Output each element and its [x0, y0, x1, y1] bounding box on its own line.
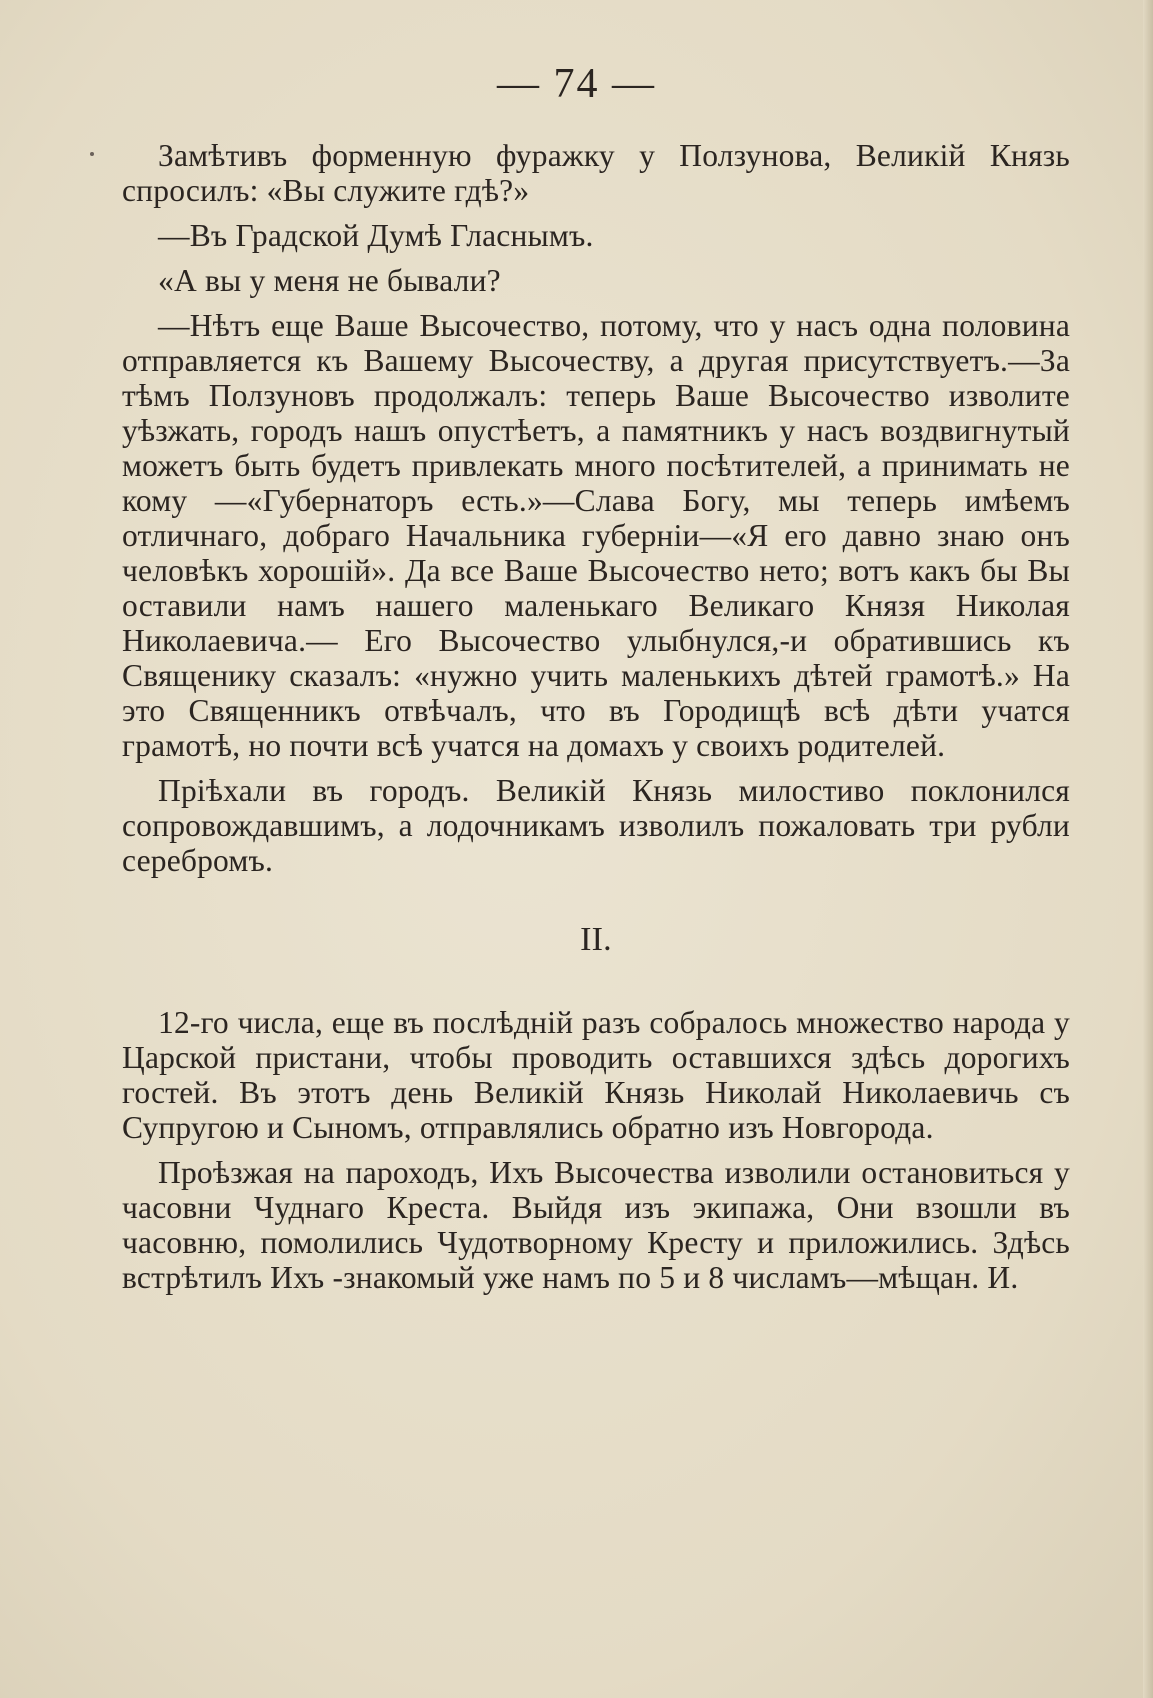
paragraph: Замѣтивъ форменную фуражку у Ползунова, Великій Князь спросилъ: «Вы служите гдѣ?»	[122, 138, 1070, 208]
section-heading: II.	[580, 921, 612, 958]
page-spine-edge	[1143, 0, 1153, 1698]
paragraph: Пріѣхали въ городъ. Великій Князь милостиво поклонился сопровождавшимъ, а лодочникамъ изволилъ пожаловать три рубли серебромъ.	[122, 773, 1070, 878]
ink-mark	[90, 152, 94, 156]
page-number: — 74 —	[497, 61, 656, 107]
paragraph: «А вы у меня не бывали?	[158, 263, 501, 298]
paragraph: —Нѣтъ еще Ваше Высочество, потому, что у насъ одна половина отправляется къ Вашему Высочеству, а другая присутствуетъ.—За тѣмъ Ползуновъ продолжалъ: теперь Ваше Высочество изволите уѣзжать, городъ нашъ опустѣетъ, а памятникъ у насъ воздвигнутый можетъ быть будетъ привлекать много посѣтителей, а принимать не кому —«Губернаторъ есть.»—Слава Богу, мы теперь имѣемъ отличнаго, добраго Начальника губерніи—«Я его давно знаю онъ человѣкъ хорошій». Да все Ваше Высочество нето; вотъ какъ бы Вы оставили намъ нашего маленькаго Великаго Князя Николая Николаевича.— Его Высочество улыбнулся,-и обратившись къ Священику сказалъ: «нужно учить маленькихъ дѣтей грамотѣ.» На это Священникъ отвѣчалъ, что въ Городищѣ всѣ дѣти учатся грамотѣ, но почти всѣ учатся на домахъ у своихъ родителей.	[122, 308, 1070, 763]
paragraph: —Въ Градской Думѣ Гласнымъ.	[158, 218, 594, 253]
body-text	[122, 138, 1070, 1305]
paragraph: Проѣзжая на пароходъ, Ихъ Высочества изволили остановиться у часовни Чуднаго Креста. Выйдя изъ экипажа, Они взошли въ часовню, помолились Чудотворному Кресту и приложились. Здѣсь встрѣтилъ Ихъ -знакомый уже намъ по 5 и 8 числамъ—мѣщан. И.	[122, 1155, 1070, 1295]
paragraph: 12-го числа, еще въ послѣдній разъ собралось множество народа у Царской пристани, чтобы проводить оставшихся здѣсь дорогихъ гостей. Въ этотъ день Великій Князь Николай Николаевичь съ Супругою и Сыномъ, отправлялись обратно изъ Новгорода.	[122, 1005, 1070, 1145]
